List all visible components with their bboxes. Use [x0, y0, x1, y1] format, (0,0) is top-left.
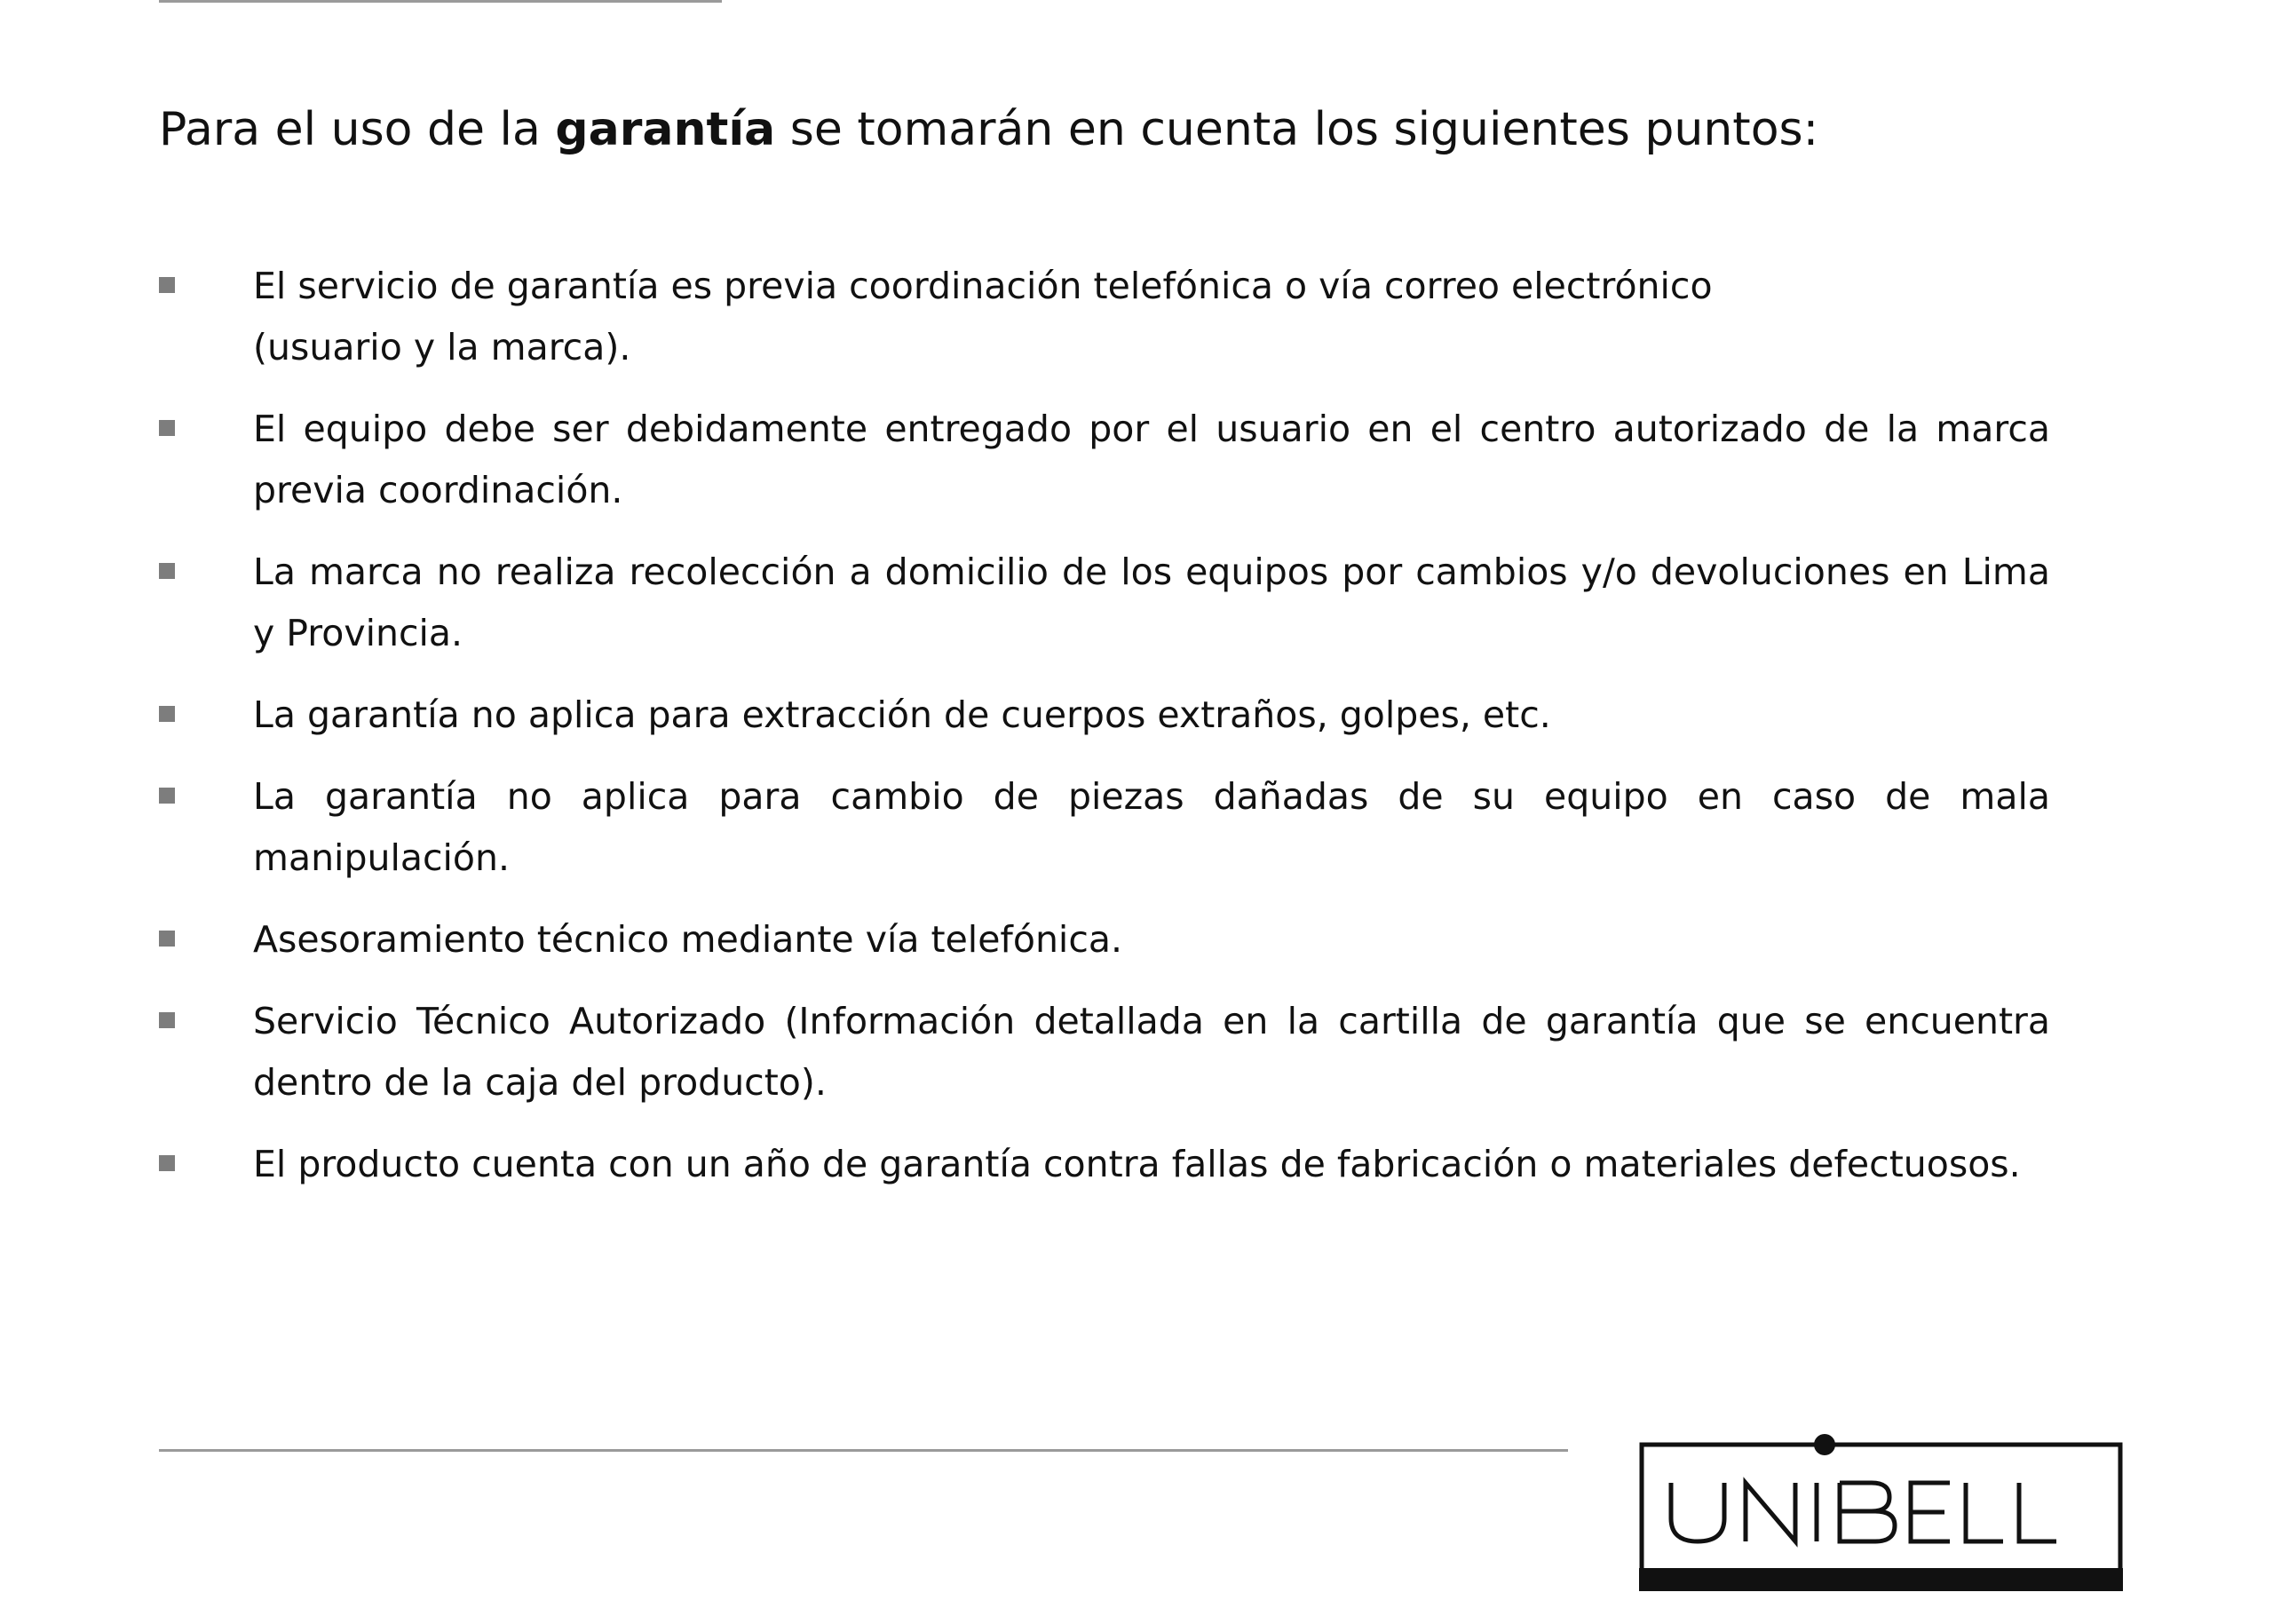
bottom-divider [159, 1449, 1568, 1452]
list-item-text: La garantía no aplica para extracción de cuerpos extraños, golpes, etc. [253, 693, 1551, 736]
square-bullet-icon [159, 563, 175, 579]
top-divider [159, 0, 722, 3]
list-item-text: Asesoramiento técnico mediante vía telefónica. [253, 918, 1123, 961]
square-bullet-icon [159, 706, 175, 722]
list-item-text: La garantía no aplica para cambio de piezas dañadas de su equipo en caso de mala manipulación. [253, 775, 2050, 879]
list-item [159, 256, 2050, 378]
list-item-text: El equipo debe ser debidamente entregado por el usuario en el centro autorizado de la marca previa coordinación. [253, 408, 2050, 511]
list-item [159, 909, 2050, 970]
list-item-text: Servicio Técnico Autorizado (Información detallada en la cartilla de garantía que se encuentra dentro de la caja del producto). [253, 1000, 2050, 1104]
list-item [159, 685, 2050, 746]
intro-bold-word: garantía [555, 103, 776, 156]
square-bullet-icon [159, 277, 175, 293]
warranty-points-list [159, 256, 2050, 1216]
square-bullet-icon [159, 931, 175, 947]
list-item [159, 399, 2050, 521]
unibell-logo [1639, 1433, 2123, 1593]
list-item-text-line2: (usuario y la marca). [253, 326, 631, 368]
square-bullet-icon [159, 1012, 175, 1028]
square-bullet-icon [159, 788, 175, 804]
list-item [159, 542, 2050, 664]
square-bullet-icon [159, 1155, 175, 1171]
list-item-text: La marca no realiza recolección a domicilio de los equipos por cambios y/o devoluciones en Lima y Provincia. [253, 551, 2050, 654]
list-item [159, 766, 2050, 889]
list-item [159, 991, 2050, 1113]
list-item-text: El producto cuenta con un año de garantía contra fallas de fabricación o materiales defectuosos. [253, 1143, 2021, 1185]
list-item [159, 1134, 2050, 1195]
intro-text-after: se tomarán en cuenta los siguientes puntos: [775, 103, 1819, 156]
list-item-text-line1: El servicio de garantía es previa coordinación telefónica o vía correo electrónico [253, 265, 1713, 307]
intro-text-before: Para el uso de la [159, 103, 556, 156]
intro-heading [159, 99, 2112, 160]
square-bullet-icon [159, 420, 175, 436]
